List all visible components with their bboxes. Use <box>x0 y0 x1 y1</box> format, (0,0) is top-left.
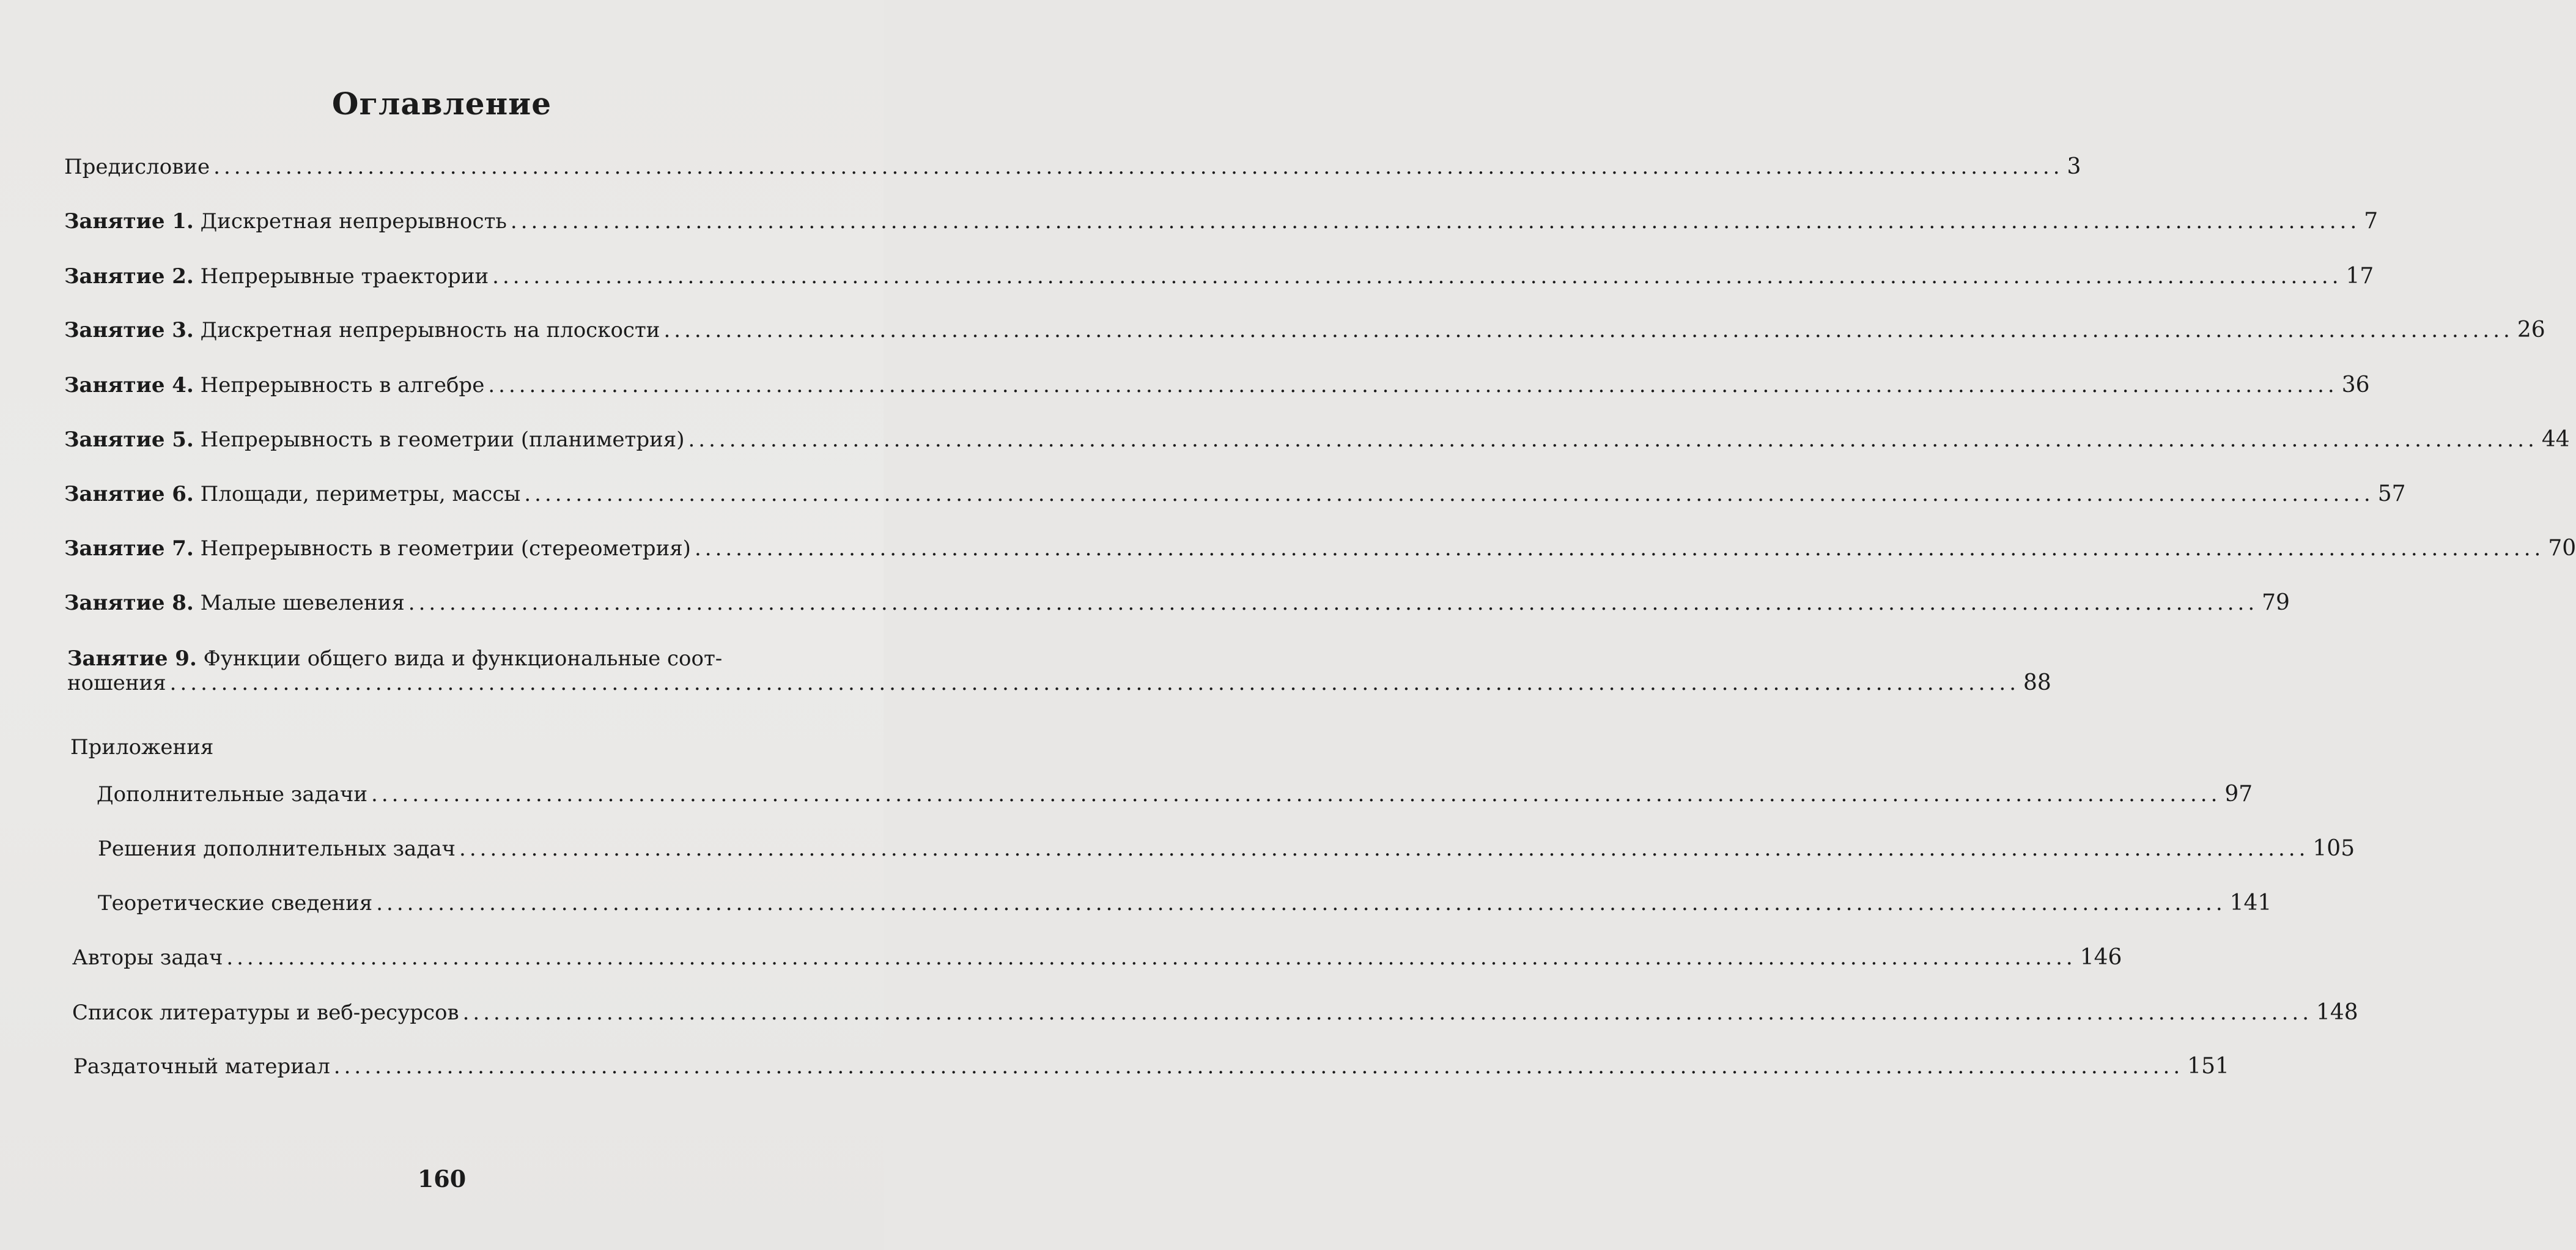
lesson-number: Занятие 7. <box>64 536 194 561</box>
toc-page-number: 3 <box>2067 154 2081 179</box>
toc-entry <box>64 481 2406 506</box>
dot-leader: .................................................................................................................................................................................... <box>408 591 2259 615</box>
dot-leader: .................................................................................................................................................................................... <box>333 1054 2184 1079</box>
toc-entry <box>72 1000 2358 1025</box>
dot-leader: .................................................................................................................................................................................... <box>376 891 2226 915</box>
toc-page-number: 105 <box>2312 836 2355 861</box>
toc-entry-label: Занятие 1. Дискретная непрерывность <box>64 209 507 234</box>
page-number-footer: 160 <box>417 1165 467 1193</box>
toc-entry <box>64 427 2570 452</box>
toc-entry-label: Авторы задач <box>72 945 223 970</box>
toc-entry <box>97 782 2253 807</box>
toc-page-number: 88 <box>2023 670 2051 695</box>
dot-leader: .................................................................................................................................................................................... <box>459 837 2309 861</box>
toc-page-number: 26 <box>2517 317 2545 342</box>
toc-page-number: 70 <box>2548 536 2576 561</box>
lesson-number: Занятие 4. <box>64 373 194 398</box>
toc-entry <box>64 317 2545 342</box>
toc-page-number: 79 <box>2262 590 2290 615</box>
toc-entry <box>64 264 2374 289</box>
toc-page-number: 148 <box>2316 1000 2358 1025</box>
lesson-number: Занятие 1. <box>64 209 194 234</box>
toc-page-number: 141 <box>2229 890 2272 915</box>
toc-entry <box>73 1054 2229 1079</box>
dot-leader: .................................................................................................................................................................................... <box>492 264 2342 289</box>
dot-leader: .................................................................................................................................................................................... <box>462 1000 2312 1025</box>
toc-entry-label: Занятие 5. Непрерывность в геометрии (планиметрия) <box>64 427 685 452</box>
toc-entry-label: Занятие 2. Непрерывные траектории <box>64 264 489 289</box>
toc-section-heading: Приложения <box>70 735 214 760</box>
toc-entry-label: Решения дополнительных задач <box>98 837 456 861</box>
toc-entry-label: Дополнительные задачи <box>97 782 368 807</box>
toc-page-number: 7 <box>2364 209 2379 234</box>
toc-page-number: 151 <box>2187 1054 2229 1079</box>
dot-leader: .................................................................................................................................................................................... <box>510 209 2361 234</box>
toc-entry-label: Занятие 4. Непрерывность в алгебре <box>64 373 485 398</box>
dot-leader: .................................................................................................................................................................................... <box>213 155 2064 179</box>
toc-page-number: 146 <box>2080 945 2122 970</box>
toc-entry-label: Занятие 9. Функции общего вида и функциональные соот- <box>67 646 723 671</box>
dot-leader: .................................................................................................................................................................................... <box>226 945 2076 970</box>
dot-leader: .................................................................................................................................................................................... <box>688 427 2538 452</box>
lesson-number: Занятие 8. <box>64 591 194 615</box>
toc-page-number: 44 <box>2541 427 2570 452</box>
toc-entry <box>72 945 2122 970</box>
dot-leader: .................................................................................................................................................................................... <box>488 373 2338 398</box>
toc-entry <box>64 209 2379 234</box>
lesson-number: Занятие 6. <box>64 482 194 506</box>
toc-page-number: 36 <box>2341 372 2370 398</box>
toc-entry <box>64 536 2576 561</box>
dot-leader: .................................................................................................................................................................................... <box>524 482 2374 506</box>
toc-entry-label: Занятие 3. Дискретная непрерывность на плоскости <box>64 318 660 342</box>
toc-page-number: 57 <box>2377 481 2406 506</box>
dot-leader: .................................................................................................................................................................................... <box>371 782 2221 807</box>
dot-leader: .................................................................................................................................................................................... <box>663 318 2514 342</box>
toc-page-number: 97 <box>2224 782 2253 807</box>
toc-entry-label: Занятие 8. Малые шевеления <box>64 591 405 615</box>
toc-entry <box>98 836 2355 861</box>
toc-entry-label: ношения <box>67 671 166 695</box>
lesson-number: Занятие 5. <box>64 427 194 452</box>
lesson-number: Занятие 3. <box>64 318 194 342</box>
toc-entry-label: Список литературы и веб-ресурсов <box>72 1000 459 1025</box>
toc-entry <box>67 670 2051 695</box>
toc-entry <box>64 154 2081 179</box>
dot-leader: .................................................................................................................................................................................... <box>169 671 2020 695</box>
toc-entry-label: Теоретические сведения <box>98 891 373 915</box>
toc-entry-label: Предисловие <box>64 155 210 179</box>
lesson-number: Занятие 2. <box>64 264 194 289</box>
toc-entry-label: Раздаточный материал <box>73 1054 330 1079</box>
lesson-number: Занятие 9. <box>67 646 197 671</box>
toc-page-number: 17 <box>2345 264 2374 289</box>
toc-entry <box>64 590 2290 615</box>
toc-entry <box>98 890 2272 915</box>
toc-entry-label: Занятие 6. Площади, периметры, массы <box>64 482 521 506</box>
page-title: Оглавление <box>331 86 552 122</box>
dot-leader: .................................................................................................................................................................................... <box>694 536 2545 561</box>
toc-entry <box>64 372 2370 398</box>
toc-entry-label: Занятие 7. Непрерывность в геометрии (стереометрия) <box>64 536 691 561</box>
